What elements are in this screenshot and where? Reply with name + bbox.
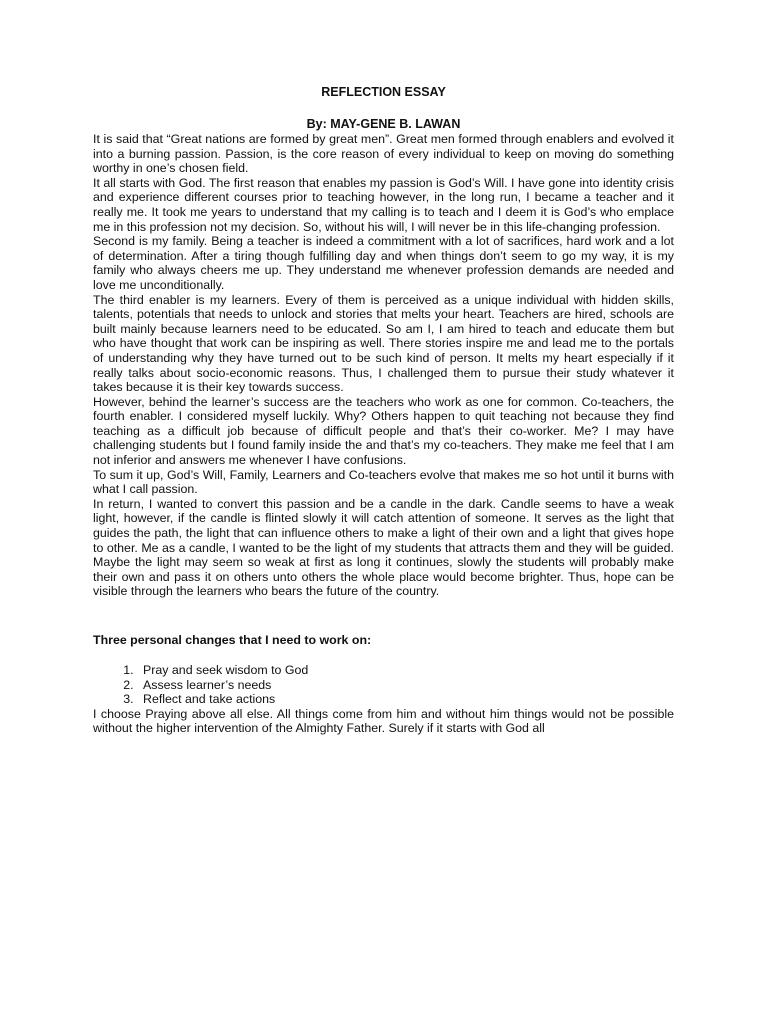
paragraph-god: It all starts with God. The first reason that enables my passion is God’s Will. I have gone into identity crisis and experience different courses prior to teaching however, in the long run, I became a teacher and it really me. It took me years to understand that my calling is to teach and I deem it is God’s who emplace me in this profession not my decision. So, without his will, I will never be in this life-changing profession. xyxy=(93,175,674,234)
paragraph-candle: In return, I wanted to convert this passion and be a candle in the dark. Candle seems to have a weak light, however, if the candle is flinted slowly it will catch attention of someone. It serves as the light that guides the path, the light that can influence others to make a light of their own and a light that gives hope to other. Me as a candle, I wanted to be the light of my students that attracts them and they will be guided. Maybe the light may seem so weak at first as long it continues, slowly the students will probably make their own and pass it on others unto others the whole place would become brighter. Thus, hope can be visible through the learners who bears the future of the country. xyxy=(93,496,674,599)
essay-byline: By: MAY-GENE B. LAWAN xyxy=(306,117,461,131)
changes-list-item: 1. Pray and seek wisdom to God xyxy=(137,663,674,678)
paragraph-coteachers: However, behind the learner’s success are the teachers who work as one for common. Co-teachers, the fourth enabler. I considered myself luckily. Why? Others happen to quit teaching not because they find teaching as a difficult job because of difficult people and that’s their co-worker. Me? I may have challenging students but I found family inside the and that’s my co-teachers. They make me feel that I am not inferior and answers me whenever I have confusions. xyxy=(93,394,674,468)
paragraph-learners: The third enabler is my learners. Every of them is perceived as a unique individual with hidden skills, talents, potentials that needs to unlock and stories that melts your heart. Teachers are hired, schools are built mainly because learners need to be educated. So am I, I am hired to teach and educate them but who have thought that work can be inspiring as well. There stories inspire me and lead me to the portals of understanding why they have turned out to be such kind of person. It melts my heart especially if it really talks about socio-economic reasons. Thus, I challenged them to pursue their study whatever it takes because it is their key towards success. xyxy=(93,292,674,395)
paragraph-intro: It is said that “Great nations are formed by great men”. Great men formed through enablers and evolved it into a burning passion. Passion, is the core reason of every individual to keep on moving do something worthy in one’s chosen field. xyxy=(93,132,674,176)
essay-title: REFLECTION ESSAY xyxy=(321,85,446,99)
changes-heading: Three personal changes that I need to work on: xyxy=(93,633,372,647)
changes-list-item: 2. Assess learner’s needs xyxy=(137,678,674,693)
paragraph-closing: I choose Praying above all else. All things come from him and without him things would not be possible without the higher intervention of the Almighty Father. Surely if it starts with God all xyxy=(93,706,674,736)
paragraph-summary: To sum it up, God’s Will, Family, Learners and Co-teachers evolve that makes me so hot until it burns with what I call passion. xyxy=(93,467,674,497)
paragraph-family: Second is my family. Being a teacher is indeed a commitment with a lot of sacrifices, hard work and a lot of determination. After a tiring though fulfilling day and when things don’t seem to go my way, it is my family who always cheers me up. They understand me whenever profession demands are needed and love me unconditionally. xyxy=(93,234,674,292)
changes-list-item: 3. Reflect and take actions xyxy=(137,692,674,707)
changes-list xyxy=(93,663,674,707)
document-page xyxy=(93,84,674,736)
